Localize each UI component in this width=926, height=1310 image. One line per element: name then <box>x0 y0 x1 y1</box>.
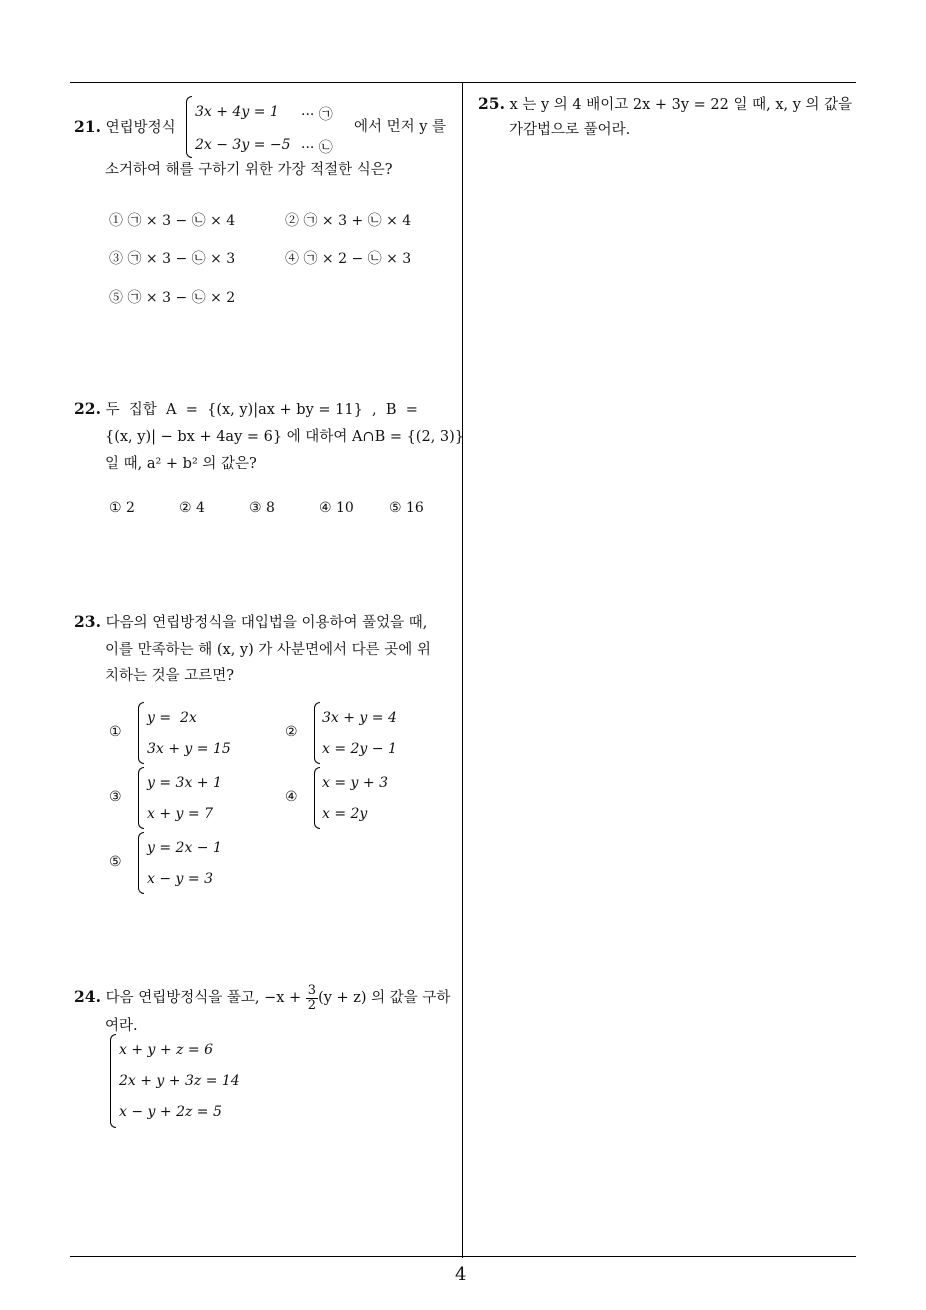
column-divider <box>462 82 463 1258</box>
q21-option-4: ④ ㉠ × 2 − ㉡ × 3 <box>285 251 412 267</box>
q21-option-1: ① ㉠ × 3 − ㉡ × 4 <box>109 213 236 229</box>
q24-line2: 여라. <box>105 1018 138 1034</box>
q23-option-5-eq2: x − y = 3 <box>147 871 213 887</box>
q24-fraction-numerator: 3 <box>307 982 317 998</box>
q23-option-3-eq2: x + y = 7 <box>147 806 213 822</box>
q21-option-3: ③ ㉠ × 3 − ㉡ × 3 <box>109 251 236 267</box>
q23-option-4-eq1: x = y + 3 <box>322 775 388 791</box>
q23-line3: 치하는 것을 고르면? <box>105 668 235 684</box>
q21-option-5: ⑤ ㉠ × 3 − ㉡ × 2 <box>109 290 236 306</box>
q24-intro: 다음 연립방정식을 풀고, −x + <box>105 990 302 1006</box>
q22-option-2: ② 4 <box>179 500 205 516</box>
q23-option-5-mark: ⑤ <box>109 854 122 870</box>
q22-line1: 두 집합 A = {(x, y)|ax + by = 11} , B = <box>105 402 418 418</box>
q23-option-2-eq1: 3x + y = 4 <box>322 710 397 726</box>
q21-number: 21. <box>74 117 101 136</box>
q23-option-5-eq1: y = 2x − 1 <box>147 840 222 856</box>
q23-option-1-eq2: 3x + y = 15 <box>147 741 231 757</box>
q22-number: 22. <box>74 399 101 418</box>
q25-line2: 가감법으로 풀어라. <box>509 122 631 138</box>
q21-option-2: ② ㉠ × 3 + ㉡ × 4 <box>285 213 412 229</box>
q22-option-5: ⑤ 16 <box>389 500 424 516</box>
q25-number: 25. <box>478 94 505 113</box>
q24-text-after: (y + z) 의 값을 구하 <box>318 990 451 1006</box>
q22-option-3: ③ 8 <box>249 500 275 516</box>
q23-option-3-eq1: y = 3x + 1 <box>147 775 222 791</box>
q23-option-5-brace <box>138 832 144 894</box>
q21-intro: 연립방정식 <box>105 120 176 136</box>
q22-option-4: ④ 10 <box>319 500 354 516</box>
q24-eq2: 2x + y + 3z = 14 <box>119 1073 240 1089</box>
bottom-rule <box>70 1256 856 1257</box>
q22-line2: {(x, y)| − bx + 4ay = 6} 에 대하여 A∩B = {(2, 3)} <box>105 429 465 445</box>
q21-line2: 소거하여 해를 구하기 위한 가장 적절한 식은? <box>105 162 393 178</box>
q21-eq1: 3x + 4y = 1 <box>195 104 279 120</box>
q22-line3: 일 때, a² + b² 의 값은? <box>105 456 257 472</box>
q23-option-2-brace <box>314 702 320 764</box>
q21-eq2: 2x − 3y = −5 <box>195 137 291 153</box>
q23-option-4-brace <box>314 767 320 829</box>
q24-number: 24. <box>74 987 101 1006</box>
q24-eq3: x − y + 2z = 5 <box>119 1104 222 1120</box>
q23-line1: 다음의 연립방정식을 대입법을 이용하여 풀었을 때, <box>105 615 428 631</box>
q24-brace <box>110 1034 116 1128</box>
page-number: 4 <box>455 1264 467 1285</box>
q21-brace <box>186 96 192 158</box>
q23-option-1-mark: ① <box>109 724 122 740</box>
q23-option-4-eq2: x = 2y <box>322 806 368 822</box>
q23-option-4-mark: ④ <box>285 789 298 805</box>
q23-line2: 이를 만족하는 해 (x, y) 가 사분면에서 다른 곳에 위 <box>105 642 431 658</box>
q23-option-2-eq2: x = 2y − 1 <box>322 741 397 757</box>
q23-option-3-brace <box>138 767 144 829</box>
q24-fraction-denominator: 2 <box>307 997 317 1013</box>
q24-fraction <box>306 984 318 1013</box>
q21-tag2: ··· ㉡ <box>301 140 333 156</box>
q23-option-1-brace <box>138 702 144 764</box>
q22-option-1: ① 2 <box>109 500 135 516</box>
q21-text-after: 에서 먼저 y 를 <box>354 119 447 135</box>
q23-option-3-mark: ③ <box>109 789 122 805</box>
q23-option-1-eq1: y = 2x <box>147 710 197 726</box>
q23-number: 23. <box>74 612 101 631</box>
q25-line1: x 는 y 의 4 배이고 2x + 3y = 22 일 때, x, y 의 값을 <box>509 97 853 113</box>
q23-option-2-mark: ② <box>285 724 298 740</box>
q24-eq1: x + y + z = 6 <box>119 1042 213 1058</box>
q21-tag1: ··· ㉠ <box>301 107 333 123</box>
